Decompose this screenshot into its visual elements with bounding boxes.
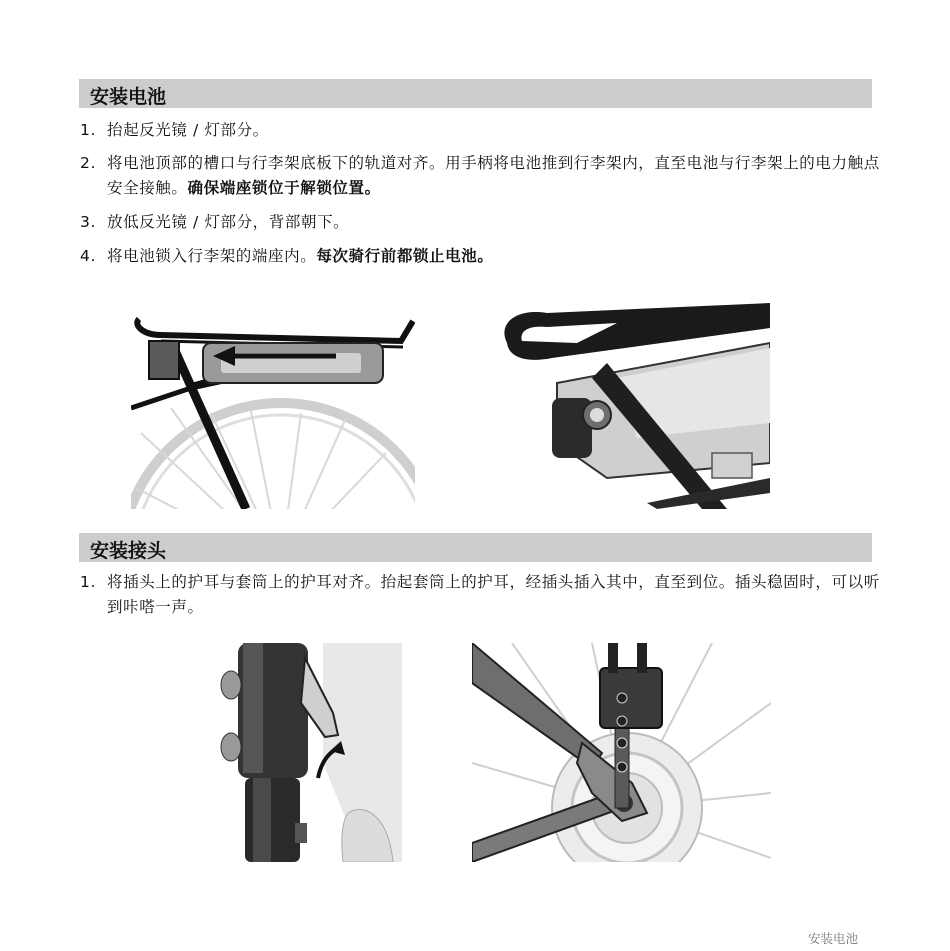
step-text: 放低反光镜 / 灯部分，背部朝下。 [107, 213, 350, 231]
step-text: 将电池锁入行李架的端座内。 [107, 247, 317, 265]
step-item [80, 244, 880, 269]
step-text-wrap [107, 244, 880, 269]
illustration-battery-lock-closeup [497, 303, 770, 509]
step-text: 抬起反光镜 / 灯部分。 [107, 121, 269, 139]
step-item [80, 151, 880, 201]
step-number: 2. [80, 154, 96, 172]
step-text-bold: 每次骑行前都锁止电池。 [316, 247, 494, 265]
step-item [80, 118, 880, 143]
section-title: 安装电池 [90, 86, 167, 108]
illustration-rack-battery-insert [131, 313, 415, 509]
section-heading-install-battery [79, 79, 872, 108]
step-number: 3. [80, 213, 96, 231]
step-number: 4. [80, 247, 96, 265]
section-heading-install-connector [79, 533, 872, 562]
step-text-wrap [107, 151, 880, 201]
section-title: 安装接头 [90, 540, 167, 562]
step-number: 1. [80, 573, 96, 591]
page-footer: 安装电池 [807, 931, 858, 946]
illustration-frame-hub [472, 643, 771, 862]
step-text: 将电池顶部的槽口与行李架底板下的轨道对齐。用手柄将电池推到行李架内，直至电池与行李架上的电力触点安全接触。 [107, 154, 880, 197]
step-text: 将插头上的护耳与套筒上的护耳对齐。抬起套筒上的护耳，经插头插入其中，直至到位。插头稳固时，可以听到咔嗒一声。 [107, 573, 880, 616]
step-item [80, 570, 880, 620]
illustration-plug-sleeve [213, 643, 402, 862]
step-text-bold: 确保端座锁位于解锁位置。 [187, 179, 381, 197]
step-item [80, 210, 880, 235]
step-number: 1. [80, 121, 96, 139]
